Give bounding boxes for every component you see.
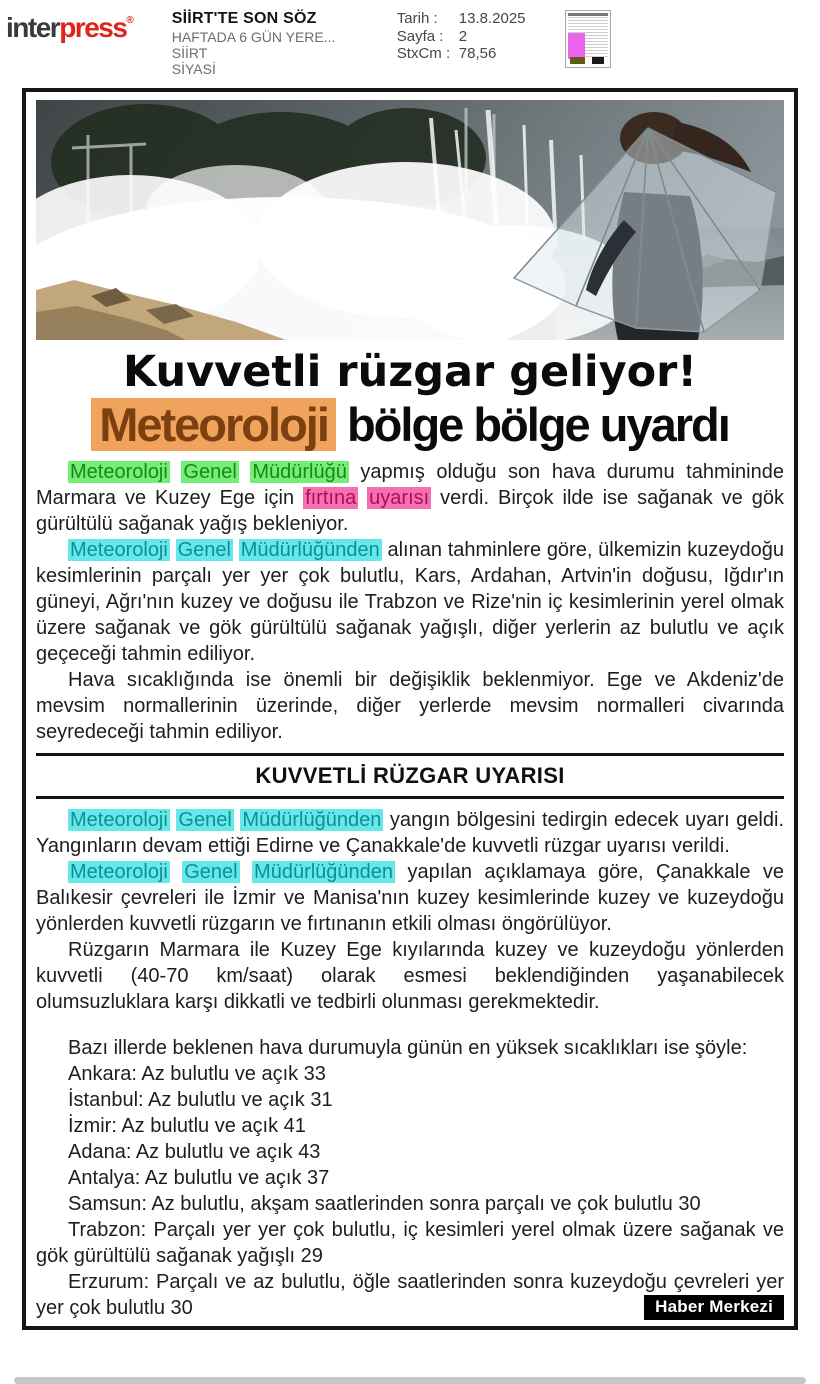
text-segment: yapmış olduğu son hava durumu tahmininde Marmara ve Kuzey Ege için	[36, 461, 784, 510]
highlight-green: Meteoroloji	[70, 461, 168, 484]
storm-photo	[36, 100, 784, 340]
forecast-line-izmir: İzmir: Az bulutlu ve açık 41	[68, 1115, 306, 1138]
text-segment	[358, 487, 367, 509]
paragraph-2	[36, 537, 784, 667]
interpress-logo	[6, 8, 134, 42]
page-label: Sayfa :	[396, 27, 444, 45]
forecast-line-antalya: Antalya: Az bulutlu ve açık 37	[68, 1167, 330, 1190]
highlight-cyan: Meteoroloji	[70, 809, 168, 832]
publication-city: SİİRT	[171, 44, 208, 61]
highlight-cyan: Genel	[184, 861, 238, 884]
headline-secondary-rest: bölge bölge uyardı	[335, 398, 729, 452]
date-value: 13.8.2025	[458, 10, 526, 27]
headline-highlight-meteoroloji: Meteoroloji	[91, 398, 336, 451]
text-segment: yangın bölgesini tedirgin edecek uyarı geldi. Yangınların devam ettiği Edirne ve Çanakkale'de kuvvetli rüzgar uyarısı verildi.	[36, 809, 785, 858]
storm-photo-illustration	[36, 100, 784, 340]
highlight-cyan: Müdürlüğünden	[240, 539, 380, 562]
thumbnail-headline-strip	[568, 13, 608, 16]
thumbnail-highlight-region	[568, 33, 585, 59]
article-clipping	[22, 88, 798, 1330]
highlight-cyan: Meteoroloji	[70, 861, 168, 884]
text-segment	[233, 539, 239, 561]
registered-mark: ®	[126, 15, 134, 26]
paragraph-3: Hava sıcaklığında ise önemli bir değişiklik beklenmiyor. Ege ve Akdeniz'de mevsim normallerinin üzerinde, diğer yerlerde mevsim normalleri civarında seyredeceği tahmin ediliyor.	[36, 669, 784, 744]
highlight-cyan: Genel	[178, 809, 232, 832]
highlight-cyan: Müdürlüğünden	[254, 861, 394, 884]
forecast-line-erzurum: Erzurum: Parçalı ve az bulutlu, öğle saatlerinden sonra kuzeydoğu çevreleri yer yer çok bulutlu 30	[36, 1271, 784, 1320]
text-segment: yapılan açıklamaya göre, Çanakkale ve Balıkesir çevreleri ile İzmir ve Manisa'nın kuzey kesimlerinde kuzey ve kuzeydoğu yönlerden kuvvetli rüzgarın ve fırtınanın etkili olması öngörülüyor.	[36, 861, 784, 936]
text-segment: alınan tahminlere göre, ülkemizin kuzeydoğu kesimlerinin parçalı yer yer çok bulutlu, Kars, Ardahan, Artvin'in doğusu, Iğdır'ın güneyi, Ağrı'nın kuzey ve doğusu ile Trabzon ve Rize'nin iç kesimlerinin yerel olmak üzere sağanak ve gök gürültülü sağanak yağışlı, diğer yerlerin az bulutlu ve açık geçeceği tahmin ediliyor.	[36, 539, 784, 666]
stxcm-value: 78,56	[458, 45, 497, 63]
forecast-line-trabzon: Trabzon: Parçalı yer yer çok bulutlu, iç kesimleri yerel olmak üzere sağanak ve gök gürültülü sağanak yağışlı 29	[36, 1219, 784, 1268]
byline-row	[36, 1295, 784, 1320]
highlight-green: Müdürlüğü	[252, 461, 347, 484]
forecast-line-samsun: Samsun: Az bulutlu, akşam saatlerinden sonra parçalı ve çok bulutlu 30	[68, 1193, 701, 1216]
forecast-line-ankara: Ankara: Az bulutlu ve açık 33	[68, 1063, 326, 1086]
byline-badge: Haber Merkezi	[644, 1295, 784, 1320]
article-body	[36, 459, 784, 1015]
text-segment	[170, 461, 182, 483]
highlight-green: Genel	[183, 461, 237, 484]
highlight-pink: fırtına	[305, 487, 357, 510]
text-segment	[170, 539, 176, 561]
newspaper-page-thumbnail[interactable]	[565, 10, 611, 68]
headline-primary: Kuvvetli rüzgar geliyor!	[122, 347, 698, 397]
logo-part-inter: inter	[6, 12, 60, 43]
paragraph-1	[36, 459, 784, 537]
headline-secondary	[36, 399, 784, 451]
section-header: KUVVETLİ RÜZGAR UYARISI	[36, 753, 784, 799]
thumbnail-ad-block	[570, 57, 585, 64]
logo-part-press: press	[59, 12, 127, 43]
publication-subtitle: HAFTADA 6 GÜN YERE...	[171, 28, 336, 45]
publication-name: SİİRT'TE SON SÖZ	[171, 10, 317, 27]
paragraph-5	[36, 859, 784, 937]
paragraph-4	[36, 807, 784, 859]
text-segment: verdi. Birçok ilde ise sağanak ve gök gürültülü sağanak yağış bekleniyor.	[36, 487, 784, 536]
stxcm-label: StxCm :	[396, 45, 451, 63]
forecast-line-istanbul: İstanbul: Az bulutlu ve açık 31	[68, 1089, 333, 1112]
clipping-header	[0, 0, 820, 86]
publication-info	[172, 8, 387, 77]
page-value: 2	[458, 27, 468, 45]
paragraph-6: Rüzgarın Marmara ile Kuzey Ege kıyılarında kuzey ve kuzeydoğu yönlerden kuvvetli (40-70 km/saat) olarak esmesi beklendiğinden yaşanabilecek olumsuzluklara karşı dikkatli ve tedbirli olunması gerekmektedir.	[36, 939, 784, 1014]
thumbnail-dark-block	[592, 57, 604, 64]
highlight-cyan: Meteoroloji	[70, 539, 168, 562]
clipping-meta	[397, 8, 537, 63]
page-bottom-divider	[14, 1377, 806, 1384]
text-segment	[239, 461, 251, 483]
forecast-line-adana: Adana: Az bulutlu ve açık 43	[68, 1141, 321, 1164]
forecast-list	[36, 1035, 784, 1321]
highlight-pink: uyarısı	[369, 487, 430, 510]
highlight-cyan: Müdürlüğünden	[242, 809, 382, 832]
text-segment	[170, 861, 182, 883]
forecast-intro: Bazı illerde beklenen hava durumuyla günün en yüksek sıcaklıkları ise şöyle:	[68, 1037, 748, 1060]
text-segment	[240, 861, 252, 883]
publication-category: SİYASİ	[171, 61, 216, 78]
highlight-cyan: Genel	[177, 539, 231, 562]
date-label: Tarih :	[396, 10, 438, 27]
